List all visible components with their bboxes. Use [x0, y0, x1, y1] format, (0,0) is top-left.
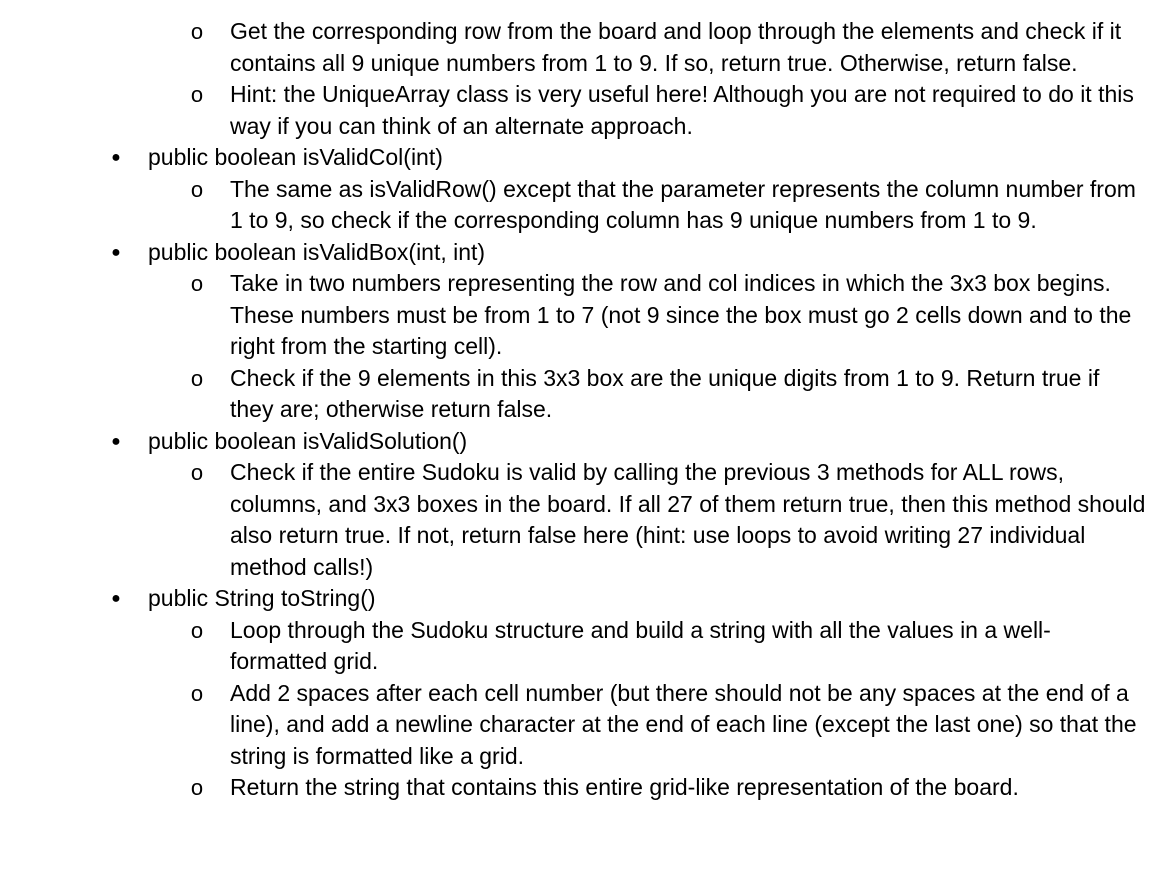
method-signature: public String toString() [148, 585, 376, 611]
subitem-text: Hint: the UniqueArray class is very useful here! Although you are not required to do it this way if you can think of an alternate approach. [230, 81, 1134, 139]
subitem-text: The same as isValidRow() except that the parameter represents the column number from 1 to 9, so check if the corresponding column has 9 unique numbers from 1 to 9. [230, 175, 1136, 233]
circle-bullet-icon: o [190, 271, 204, 296]
circle-bullet-icon: o [190, 775, 204, 800]
subitem-text: Check if the 9 elements in this 3x3 box are the unique digits from 1 to 9. Return true if they are; otherwise return false. [230, 364, 1100, 422]
subitem-text: Take in two numbers representing the row and col indices in which the 3x3 box begins. These numbers must be from 1 to 7 (not 9 since the box must go 2 cells down and to the right from the starting cell). [230, 270, 1132, 359]
circle-bullet-icon: o [190, 365, 204, 391]
subitem-tostring-3 [0, 772, 1166, 804]
bullet-icon: ● [111, 432, 121, 450]
subitem-text: Add 2 spaces after each cell number (but there should not be any spaces at the end of a line), and add a newline character at the end of each line (except the last one) so that the string is formatted like a grid. [230, 679, 1137, 769]
subitem-hint-uniquearray [0, 79, 1166, 142]
circle-bullet-icon: o [190, 680, 204, 706]
method-isvalidcol [0, 142, 1166, 174]
subitem-text: Get the corresponding row from the board and loop through the elements and check if it contains all 9 unique numbers from 1 to 9. If so, return true. Otherwise, return false. [230, 18, 1122, 76]
subitem-text: Check if the entire Sudoku is valid by calling the previous 3 methods for ALL rows, columns, and 3x3 boxes in the board. If all 27 of them return true, then this method should also return true. If not, return false here (hint: use loops to avoid writing 27 individual method calls!) [230, 459, 1146, 580]
bullet-icon: ● [111, 243, 121, 261]
method-signature: public boolean isValidCol(int) [148, 144, 443, 170]
bullet-icon: ● [111, 149, 121, 166]
document-page [0, 16, 1166, 804]
circle-bullet-icon: o [190, 460, 204, 485]
method-tostring [0, 583, 1166, 615]
subitem-tostring-2 [0, 678, 1166, 773]
subitem-text: Loop through the Sudoku structure and build a string with all the values in a well-formatted grid. [230, 616, 1051, 674]
subitem-tostring-1 [0, 615, 1166, 678]
subitem-isvalidsolution-1 [0, 457, 1166, 583]
circle-bullet-icon: o [190, 82, 204, 107]
circle-bullet-icon: o [190, 176, 204, 202]
method-isvalidbox [0, 237, 1166, 269]
subitem-isvalidcol-1 [0, 174, 1166, 237]
bullet-icon: ● [111, 590, 121, 607]
method-signature: public boolean isValidSolution() [148, 427, 468, 454]
subitem-isvalidbox-2 [0, 363, 1166, 426]
circle-bullet-icon: o [190, 617, 204, 643]
subitem-row-loop [0, 16, 1166, 79]
circle-bullet-icon: o [190, 19, 204, 44]
subitem-text: Return the string that contains this entire grid-like representation of the board. [230, 774, 1019, 800]
method-signature: public boolean isValidBox(int, int) [148, 238, 486, 265]
method-isvalidsolution [0, 426, 1166, 458]
subitem-isvalidbox-1 [0, 268, 1166, 363]
